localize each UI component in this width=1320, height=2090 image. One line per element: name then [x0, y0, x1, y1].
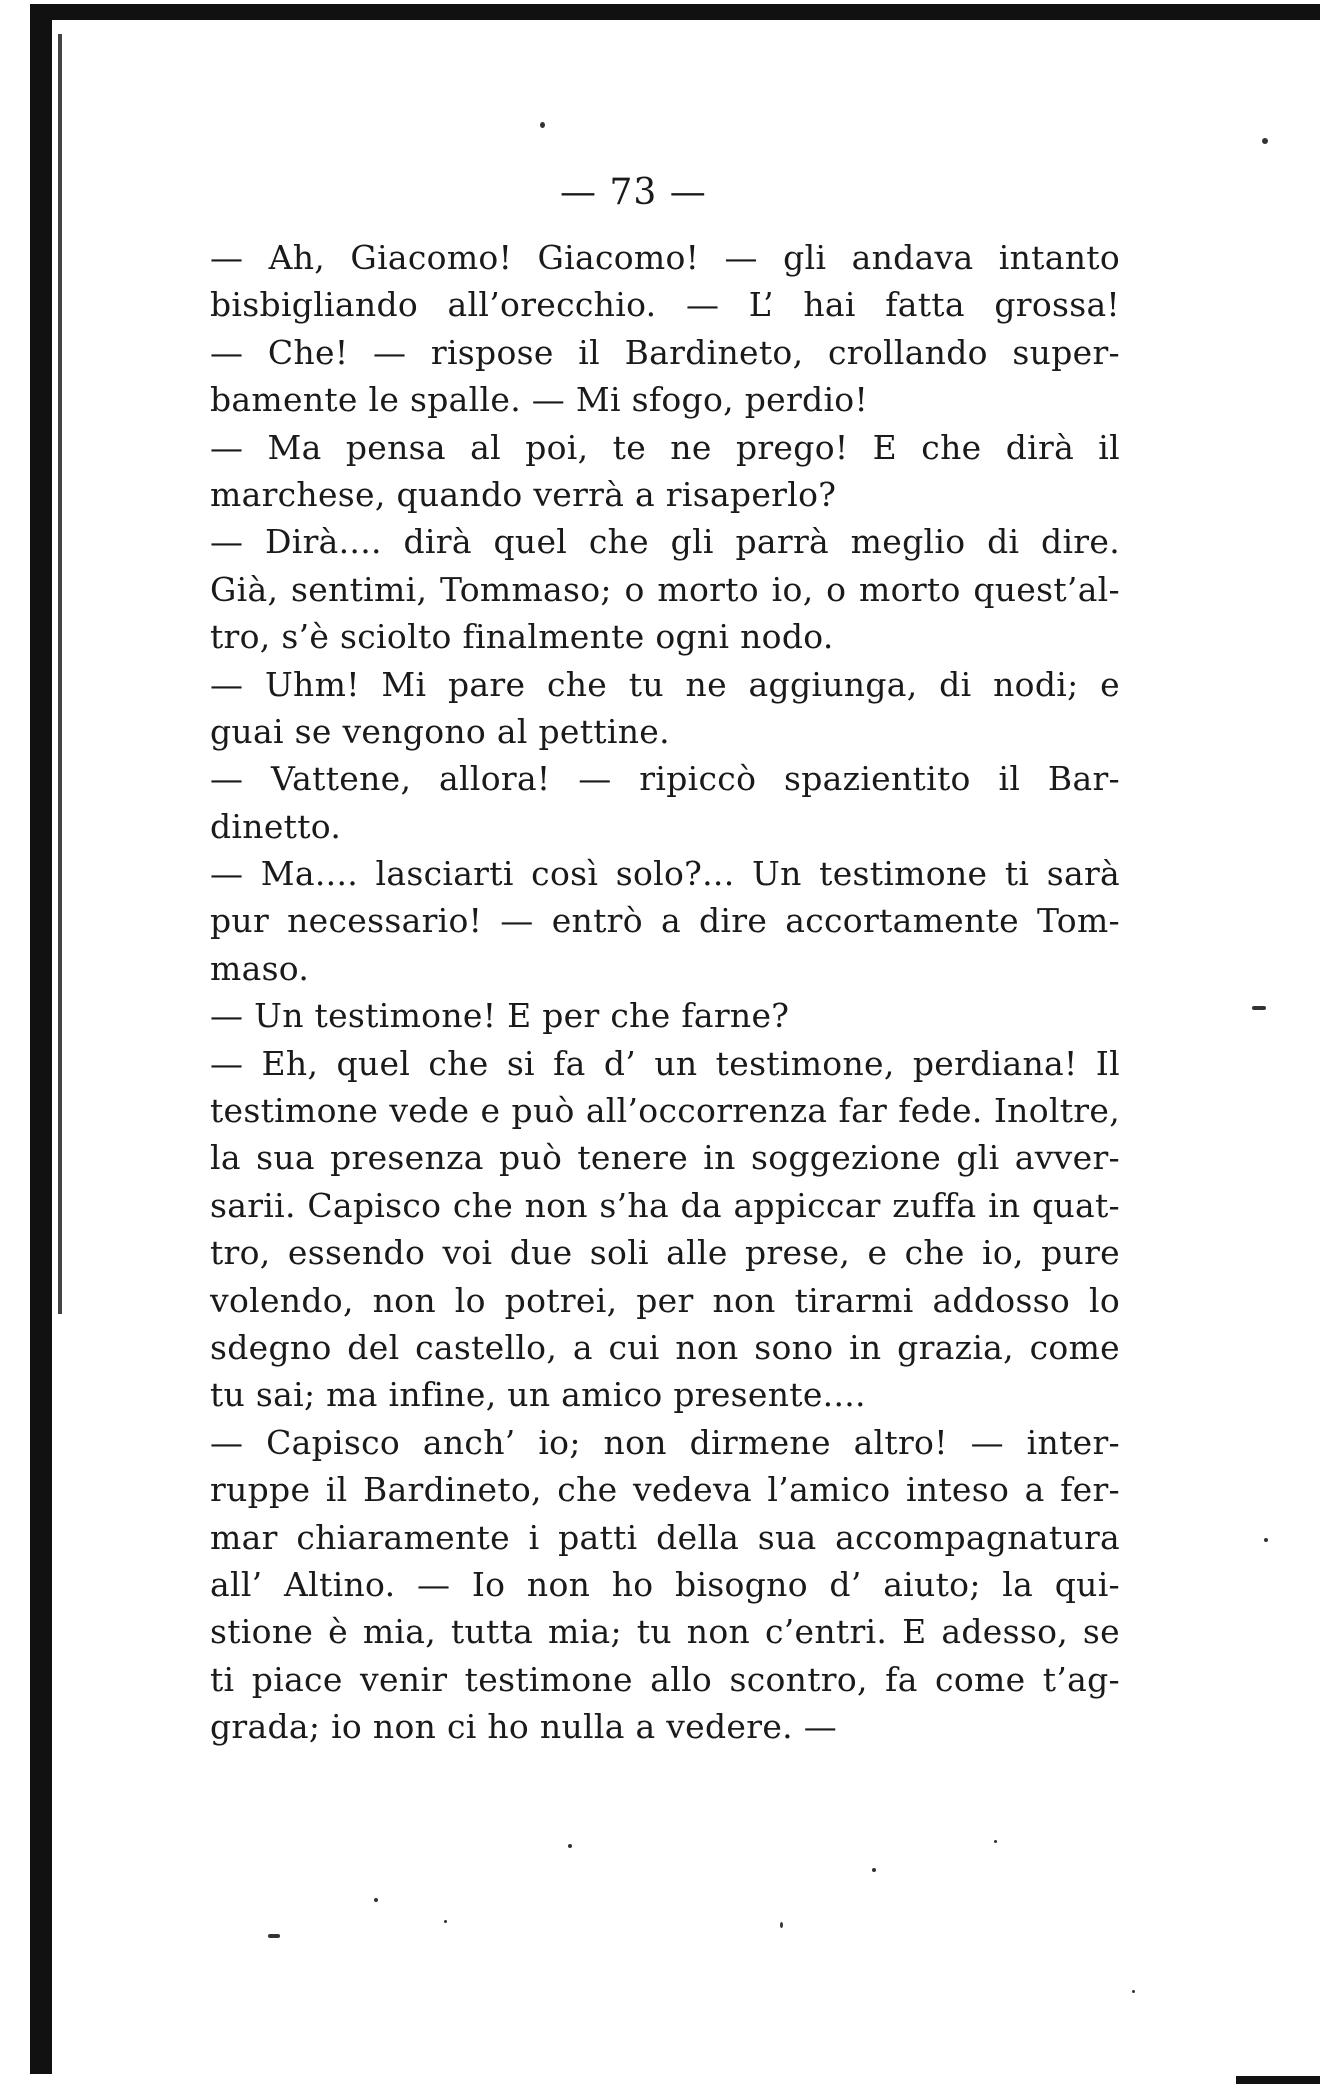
- text-line: ti piace venir testimone allo scontro, fa come t’ag-: [210, 1659, 1120, 1699]
- scan-speck: [568, 1844, 572, 1848]
- text-line: dinetto.: [210, 806, 342, 846]
- scan-speck: [994, 1840, 997, 1843]
- text-line: — Un testimone! E per che farne?: [210, 996, 790, 1036]
- text-line: — Dirà.... dirà quel che gli parrà meglio di dire.: [210, 522, 1120, 562]
- text-line: — Che! — rispose il Bardineto, crollando super-: [210, 332, 1120, 372]
- page-binding-shadow: [58, 34, 62, 1314]
- text-line: bisbigliando all’orecchio. — L’ hai fatta grossa!: [210, 285, 1120, 325]
- text-line: — Capisco anch’ io; non dirmene altro! — inter-: [210, 1422, 1120, 1462]
- text-line: — Eh, quel che si fa d’ un testimone, perdiana! Il: [210, 1043, 1120, 1083]
- scan-speck: [1252, 1006, 1266, 1010]
- text-line: testimone vede e può all’occorrenza far fede. Inoltre,: [210, 1091, 1120, 1131]
- scan-speck: [1132, 1990, 1135, 1993]
- text-line: sarii. Capisco che non s’ha da appiccar zuffa in quat-: [210, 1185, 1120, 1225]
- text-line: tu sai; ma infine, un amico presente....: [210, 1375, 866, 1415]
- text-line: guai se vengono al pettine.: [210, 711, 670, 751]
- scan-speck: [444, 1920, 447, 1923]
- text-line: tro, s’è sciolto finalmente ogni nodo.: [210, 617, 834, 657]
- scan-speck: [1262, 138, 1268, 144]
- text-line: volendo, non lo potrei, per non tirarmi addosso lo: [210, 1280, 1120, 1320]
- text-line: mar chiaramente i patti della sua accompagnatura: [210, 1517, 1120, 1557]
- scan-speck: [374, 1898, 378, 1902]
- scan-speck: [872, 1868, 876, 1872]
- page-number: — 73 —: [560, 172, 707, 213]
- scan-speck: [780, 1922, 783, 1928]
- text-line: tro, essendo voi due soli alle prese, e che io, pure: [210, 1233, 1120, 1273]
- page-top-border: [30, 4, 1320, 20]
- text-line: — Vattene, allora! — ripiccò spazientito il Bar-: [210, 759, 1120, 799]
- text-line: la sua presenza può tenere in soggezione gli avver-: [210, 1138, 1120, 1178]
- text-line: Già, sentimi, Tommaso; o morto io, o morto quest’al-: [210, 569, 1120, 609]
- text-line: — Ma pensa al poi, te ne prego! E che dirà il: [210, 427, 1120, 467]
- text-line: — Uhm! Mi pare che tu ne aggiunga, di nodi; e: [210, 664, 1120, 704]
- text-line: — Ah, Giacomo! Giacomo! — gli andava intanto: [210, 238, 1120, 277]
- text-line: — Ma.... lasciarti così solo?... Un testimone ti sarà: [210, 854, 1120, 894]
- text-line: pur necessario! — entrò a dire accortamente Tom-: [210, 901, 1120, 941]
- text-line: maso.: [210, 948, 310, 988]
- text-line: marchese, quando verrà a risaperlo?: [210, 474, 837, 514]
- text-line: all’ Altino. — Io non ho bisogno d’ aiuto; la qui-: [210, 1564, 1120, 1604]
- scan-speck: [540, 122, 545, 128]
- body-text: [210, 234, 1120, 1751]
- text-line: grada; io non ci ho nulla a vedere. —: [210, 1707, 838, 1747]
- text-line: bamente le spalle. — Mi sfogo, perdio!: [210, 380, 869, 420]
- page-bottom-mark: [1236, 2076, 1320, 2084]
- scan-speck: [268, 1934, 280, 1938]
- scan-speck: [1264, 1538, 1268, 1542]
- text-line: stione è mia, tutta mia; tu non c’entri. E adesso, se: [210, 1612, 1120, 1652]
- text-line: ruppe il Bardineto, che vedeva l’amico inteso a fer-: [210, 1470, 1120, 1510]
- text-line: sdegno del castello, a cui non sono in grazia, come: [210, 1327, 1120, 1367]
- page-left-border: [30, 4, 52, 2074]
